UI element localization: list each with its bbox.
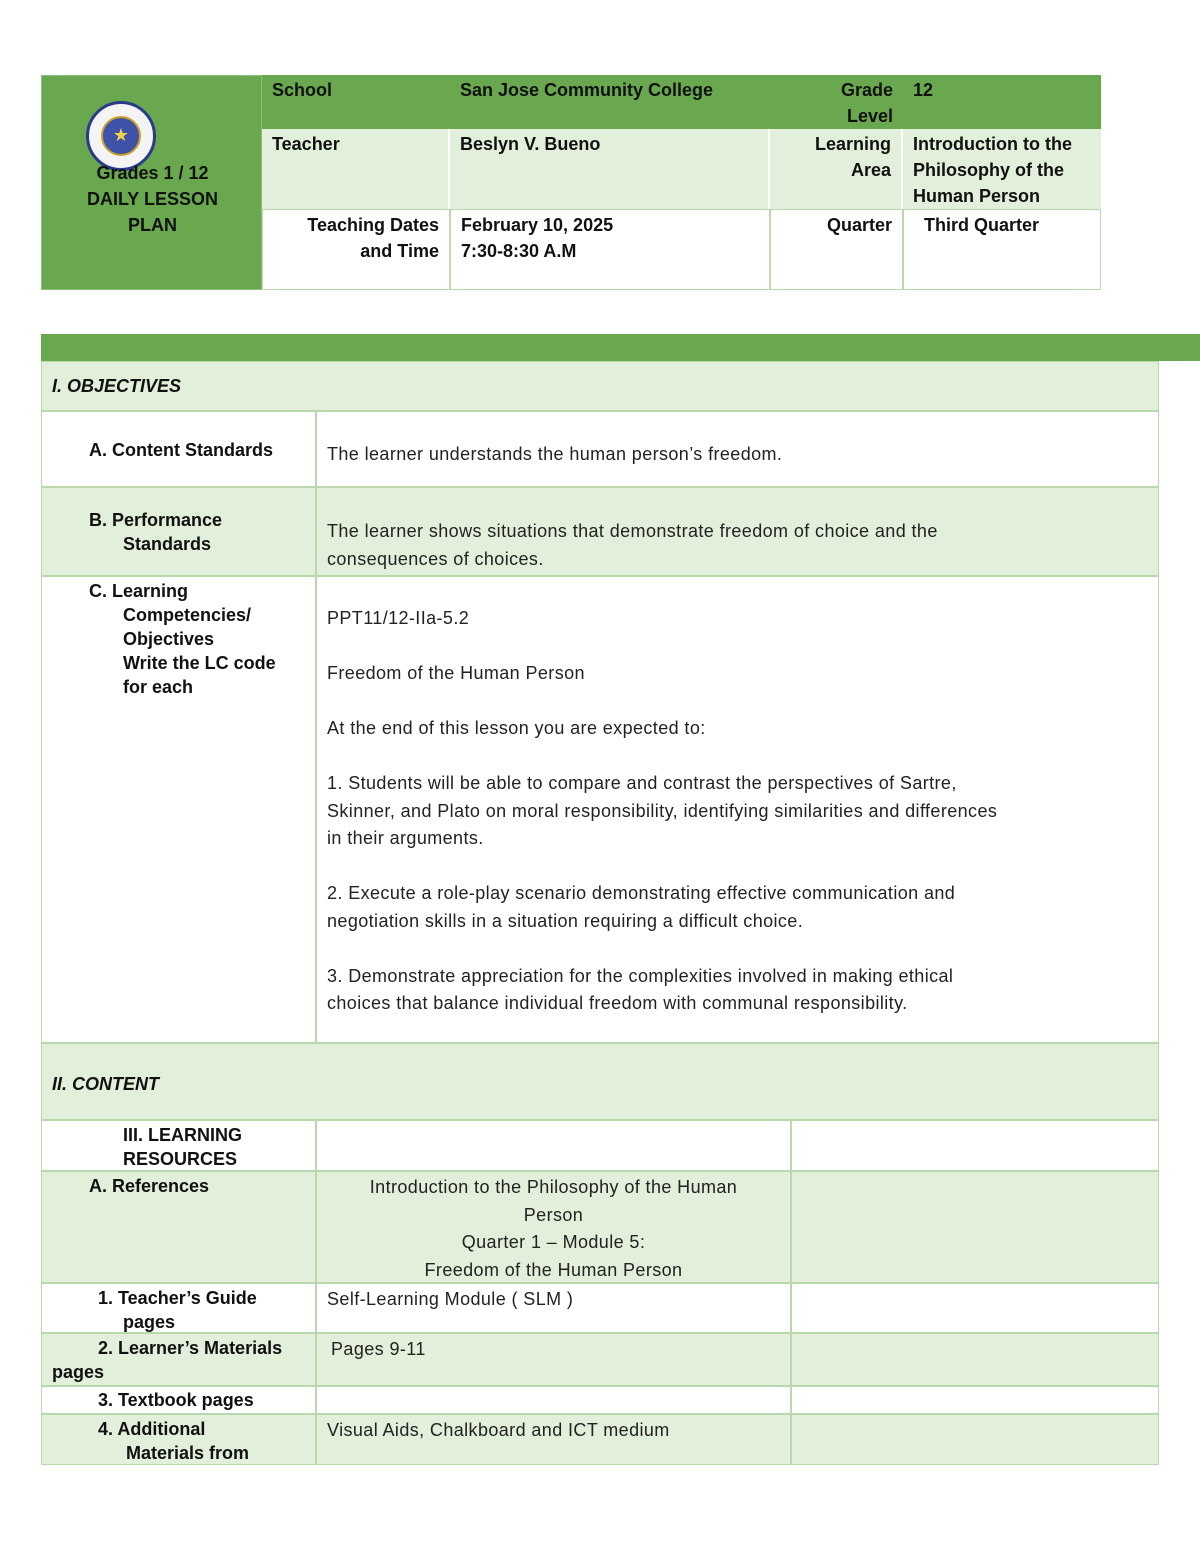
learning-resources-heading: III. LEARNING RESOURCES <box>41 1120 316 1171</box>
references-label: A. References <box>41 1171 316 1283</box>
learners-materials-remarks-cell <box>791 1333 1159 1386</box>
resources-remarks-cell <box>791 1120 1159 1171</box>
grade-level-value: 12 <box>903 75 1101 129</box>
section-green-bar <box>41 334 1200 361</box>
performance-standards-text: The learner shows situations that demonstrate freedom of choice and the consequences of choices. <box>316 487 1159 576</box>
lc-objective-2: 2. Execute a role-play scenario demonstrating effective communication and negotiation skills in a situation requiring a difficult choice. <box>327 883 956 931</box>
teachers-guide-value: Self-Learning Module ( SLM ) <box>316 1283 791 1333</box>
textbook-pages-label: 3. Textbook pages <box>41 1386 316 1414</box>
textbook-pages-remarks-cell <box>791 1386 1159 1414</box>
quarter-value: Third Quarter <box>903 209 1101 290</box>
content-standards-label: A. Content Standards <box>41 411 316 487</box>
performance-standards-label: B. Performance Standards <box>41 487 316 576</box>
additional-materials-label: 4. Additional Materials from <box>41 1414 316 1465</box>
school-value: San Jose Community College <box>450 75 770 129</box>
teacher-value: Beslyn V. Bueno <box>450 129 770 209</box>
learning-competencies-text <box>316 576 1159 1043</box>
quarter-label: Quarter <box>770 209 903 290</box>
content-standards-text: The learner understands the human person’s freedom. <box>316 411 1159 487</box>
learning-competencies-label: C. Learning Competencies/ Objectives Write the LC code for each <box>41 576 316 1043</box>
teacher-label: Teacher <box>262 129 450 209</box>
learners-materials-value: Pages 9-11 <box>316 1333 791 1386</box>
references-remarks-cell <box>791 1171 1159 1283</box>
content-heading: II. CONTENT <box>41 1043 1159 1120</box>
lc-title: Freedom of the Human Person <box>327 663 585 683</box>
lc-objective-1: 1. Students will be able to compare and contrast the perspectives of Sartre, Skinner, and Plato on moral responsibility, identifying similarities and differences in their arguments. <box>327 773 998 848</box>
teachers-guide-label: 1. Teacher’s Guide pages <box>41 1283 316 1333</box>
textbook-pages-value <box>316 1386 791 1414</box>
teaching-dates-value: February 10, 2025 7:30-8:30 A.M <box>450 209 770 290</box>
additional-materials-remarks-cell <box>791 1414 1159 1465</box>
teaching-dates-label: Teaching Dates and Time <box>262 209 450 290</box>
objectives-heading: I. OBJECTIVES <box>41 361 1159 411</box>
lc-objective-3: 3. Demonstrate appreciation for the complexities involved in making ethical choices that balance individual freedom with communal responsibility. <box>327 965 954 1013</box>
teachers-guide-remarks-cell <box>791 1283 1159 1333</box>
learning-area-label: Learning Area <box>770 129 903 209</box>
additional-materials-value: Visual Aids, Chalkboard and ICT medium <box>316 1414 791 1465</box>
lesson-plan-title: Grades 1 / 12 DAILY LESSON PLAN <box>86 163 219 235</box>
learners-materials-label: 2. Learner’s Materials pages <box>41 1333 316 1386</box>
resources-empty-cell <box>316 1120 791 1171</box>
lc-code: PPT11/12-IIa-5.2 <box>327 608 470 628</box>
references-text: Introduction to the Philosophy of the Human Person Quarter 1 – Module 5: Freedom of the Human Person <box>316 1171 791 1283</box>
grade-level-label: Grade Level <box>770 75 903 129</box>
school-label: School <box>262 75 450 129</box>
lesson-plan-header-box <box>41 75 262 290</box>
learning-area-value: Introduction to the Philosophy of the Human Person <box>903 129 1101 209</box>
deped-seal-logo: ★ <box>86 101 156 171</box>
lc-intro: At the end of this lesson you are expected to: <box>327 718 706 738</box>
